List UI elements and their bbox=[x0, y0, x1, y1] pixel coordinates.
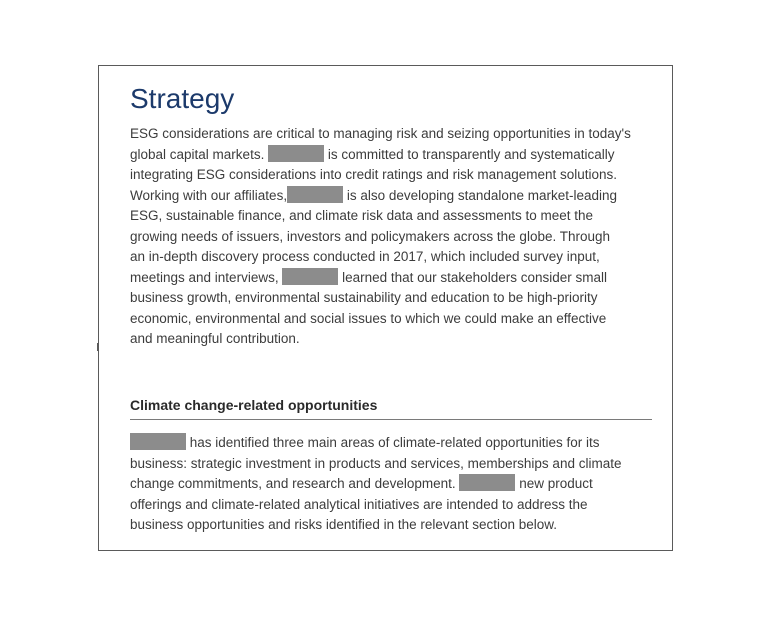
section-heading: Climate change-related opportunities bbox=[130, 397, 378, 413]
text-segment: learned that our stakeholders consider small bbox=[338, 269, 607, 285]
text-line bbox=[130, 268, 631, 289]
text-segment: is committed to transparently and systematically bbox=[324, 146, 615, 162]
text-line: an in-depth discovery process conducted in 2017, which included survey input, bbox=[130, 249, 600, 264]
text-line: integrating ESG considerations into credit ratings and risk management solutions. bbox=[130, 167, 618, 182]
frame-edge-mark bbox=[97, 343, 98, 351]
text-segment: Working with our affiliates, bbox=[130, 187, 288, 203]
redaction-block bbox=[287, 186, 343, 203]
page-title: Strategy bbox=[130, 83, 235, 114]
text-line bbox=[130, 186, 631, 207]
text-segment: change commitments, and research and development. bbox=[130, 476, 456, 491]
redaction-block bbox=[130, 433, 186, 450]
text-segment: is also developing standalone market-leading bbox=[343, 187, 618, 203]
section-paragraph bbox=[130, 433, 621, 536]
text-line: and meaningful contribution. bbox=[130, 331, 300, 346]
redaction-block bbox=[268, 145, 324, 162]
text-segment: global capital markets. bbox=[130, 146, 265, 162]
text-line bbox=[130, 474, 621, 495]
text-line: economic, environmental and social issues to which we could make an effective bbox=[130, 310, 607, 326]
redaction-block bbox=[282, 268, 338, 285]
intro-paragraph bbox=[130, 124, 631, 350]
text-line: business: strategic investment in products and services, memberships and climate bbox=[130, 455, 622, 471]
text-line bbox=[130, 433, 621, 454]
redaction-block bbox=[459, 474, 515, 491]
text-line: business opportunities and risks identified in the relevant section below. bbox=[130, 517, 558, 532]
text-line: ESG, sustainable finance, and climate risk data and assessments to meet the bbox=[130, 208, 593, 223]
text-line bbox=[130, 145, 631, 166]
text-line: business growth, environmental sustainability and education to be high-priority bbox=[130, 290, 598, 305]
text-segment: meetings and interviews, bbox=[130, 269, 279, 285]
text-line: ESG considerations are critical to managing risk and seizing opportunities in today's bbox=[130, 126, 631, 141]
section-divider bbox=[130, 419, 652, 420]
text-segment: new product bbox=[515, 476, 593, 491]
text-line: offerings and climate-related analytical initiatives are intended to address the bbox=[130, 496, 588, 512]
text-line: growing needs of issuers, investors and policymakers across the globe. Through bbox=[130, 228, 611, 244]
text-segment: has identified three main areas of climate-related opportunities for its bbox=[186, 435, 600, 450]
